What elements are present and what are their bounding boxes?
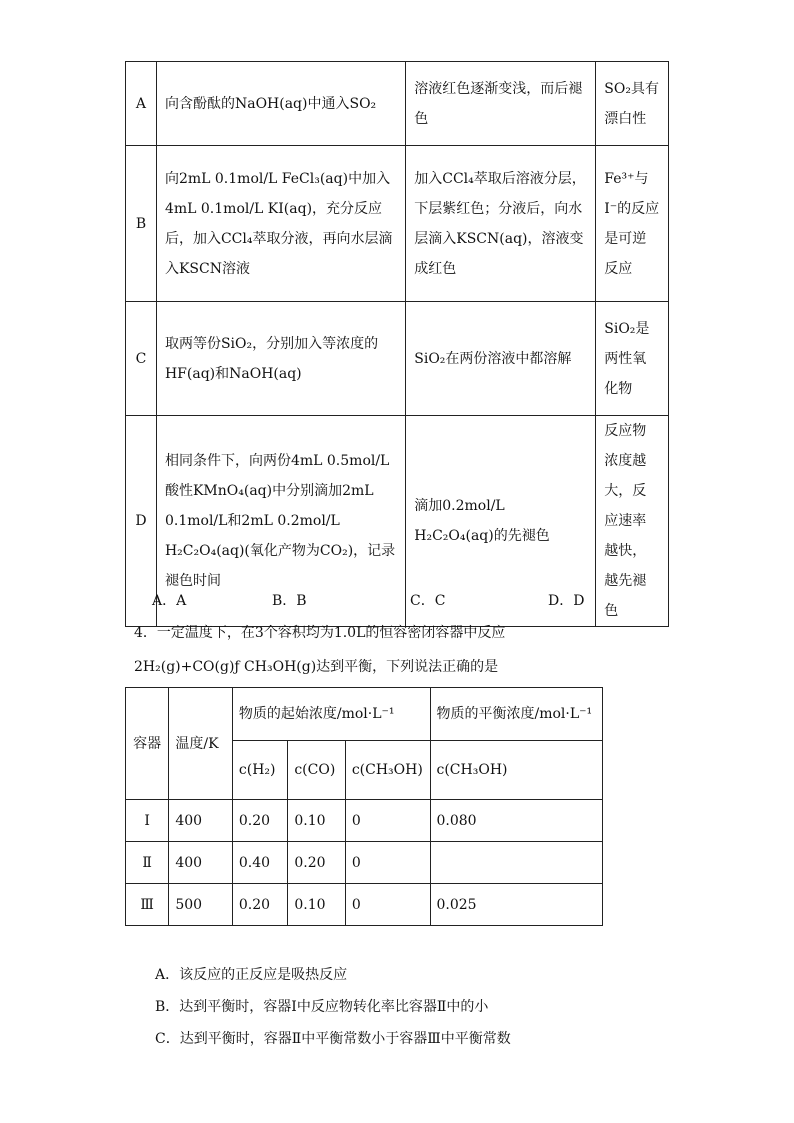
cell-container: Ⅲ — [126, 884, 169, 926]
reaction-equation: 2H₂(g)+CO(g)ƒ CH₃OH(g)达到平衡，下列说法正确的是 — [134, 659, 499, 675]
header-initial: 物质的起始浓度/mol·L⁻¹ — [232, 688, 430, 741]
header-ch3oh-eq: c(CH₃OH) — [430, 741, 603, 800]
phenomenon-cell: 溶液红色逐渐变浅，而后褪色 — [406, 62, 596, 146]
conclusion-cell: 反应物浓度越大，反应速率越快，越先褪色 — [596, 416, 669, 627]
row-label: D — [126, 416, 157, 627]
cell-h2: 0.20 — [232, 884, 287, 926]
phenomenon-cell: SiO₂在两份溶液中都溶解 — [406, 302, 596, 416]
header-temp: 温度/K — [169, 688, 233, 800]
cell-container: Ⅰ — [126, 800, 169, 842]
operation-cell: 相同条件下，向两份4mL 0.5mol/L酸性KMnO₄(aq)中分别滴加2mL 0.1mol/L和2mL 0.2mol/L H₂C₂O₄(aq)(氧化产物为CO₂)，记录褪色时间 — [156, 416, 405, 627]
conclusion-cell: SiO₂是两性氧化物 — [596, 302, 669, 416]
table-row — [126, 62, 669, 146]
option-c[interactable]: C．C — [410, 593, 446, 609]
equilibrium-table — [125, 687, 603, 926]
header-container: 容器 — [126, 688, 169, 800]
experiment-table — [125, 61, 669, 627]
option-d[interactable]: D．D — [548, 593, 585, 609]
cell-ch3oh: 0 — [345, 842, 430, 884]
phenomenon-cell: 加入CCl₄萃取后溶液分层，下层紫红色；分液后，向水层滴入KSCN(aq)，溶液变成红色 — [406, 146, 596, 302]
cell-eq: 0.025 — [430, 884, 603, 926]
table-row — [126, 800, 603, 842]
header-row — [126, 688, 603, 741]
row-label: B — [126, 146, 157, 302]
cell-ch3oh: 0 — [345, 800, 430, 842]
cell-h2: 0.40 — [232, 842, 287, 884]
conclusion-cell: Fe³⁺与I⁻的反应是可逆反应 — [596, 146, 669, 302]
cell-co: 0.10 — [288, 884, 345, 926]
cell-co: 0.10 — [288, 800, 345, 842]
cell-ch3oh: 0 — [345, 884, 430, 926]
option-b[interactable]: B．达到平衡时，容器Ⅰ中反应物转化率比容器Ⅱ中的小 — [155, 999, 489, 1015]
cell-temp: 400 — [169, 800, 233, 842]
option-b[interactable]: B．B — [272, 593, 307, 609]
cell-container: Ⅱ — [126, 842, 169, 884]
cell-temp: 500 — [169, 884, 233, 926]
cell-co: 0.20 — [288, 842, 345, 884]
operation-cell: 向含酚酞的NaOH(aq)中通入SO₂ — [156, 62, 405, 146]
operation-cell: 取两等份SiO₂，分别加入等浓度的HF(aq)和NaOH(aq) — [156, 302, 405, 416]
table-row — [126, 416, 669, 627]
option-a[interactable]: A．该反应的正反应是吸热反应 — [155, 967, 348, 983]
table-row — [126, 146, 669, 302]
phenomenon-cell: 滴加0.2mol/L H₂C₂O₄(aq)的先褪色 — [406, 416, 596, 627]
header-equil: 物质的平衡浓度/mol·L⁻¹ — [430, 688, 603, 741]
question-stem: 4．一定温度下，在3个容积均为1.0L的恒容密闭容器中反应 — [134, 625, 506, 641]
table-row — [126, 842, 603, 884]
cell-temp: 400 — [169, 842, 233, 884]
cell-h2: 0.20 — [232, 800, 287, 842]
cell-eq — [430, 842, 603, 884]
cell-eq: 0.080 — [430, 800, 603, 842]
option-a[interactable]: A．A — [152, 593, 187, 609]
header-co: c(CO) — [288, 741, 345, 800]
header-ch3oh: c(CH₃OH) — [345, 741, 430, 800]
row-label: C — [126, 302, 157, 416]
conclusion-cell: SO₂具有漂白性 — [596, 62, 669, 146]
table-row — [126, 884, 603, 926]
header-h2: c(H₂) — [232, 741, 287, 800]
table-row — [126, 302, 669, 416]
row-label: A — [126, 62, 157, 146]
option-c[interactable]: C．达到平衡时，容器Ⅱ中平衡常数小于容器Ⅲ中平衡常数 — [155, 1031, 511, 1047]
operation-cell: 向2mL 0.1mol/L FeCl₃(aq)中加入4mL 0.1mol/L KI(aq)，充分反应后，加入CCl₄萃取分液，再向水层滴入KSCN溶液 — [156, 146, 405, 302]
